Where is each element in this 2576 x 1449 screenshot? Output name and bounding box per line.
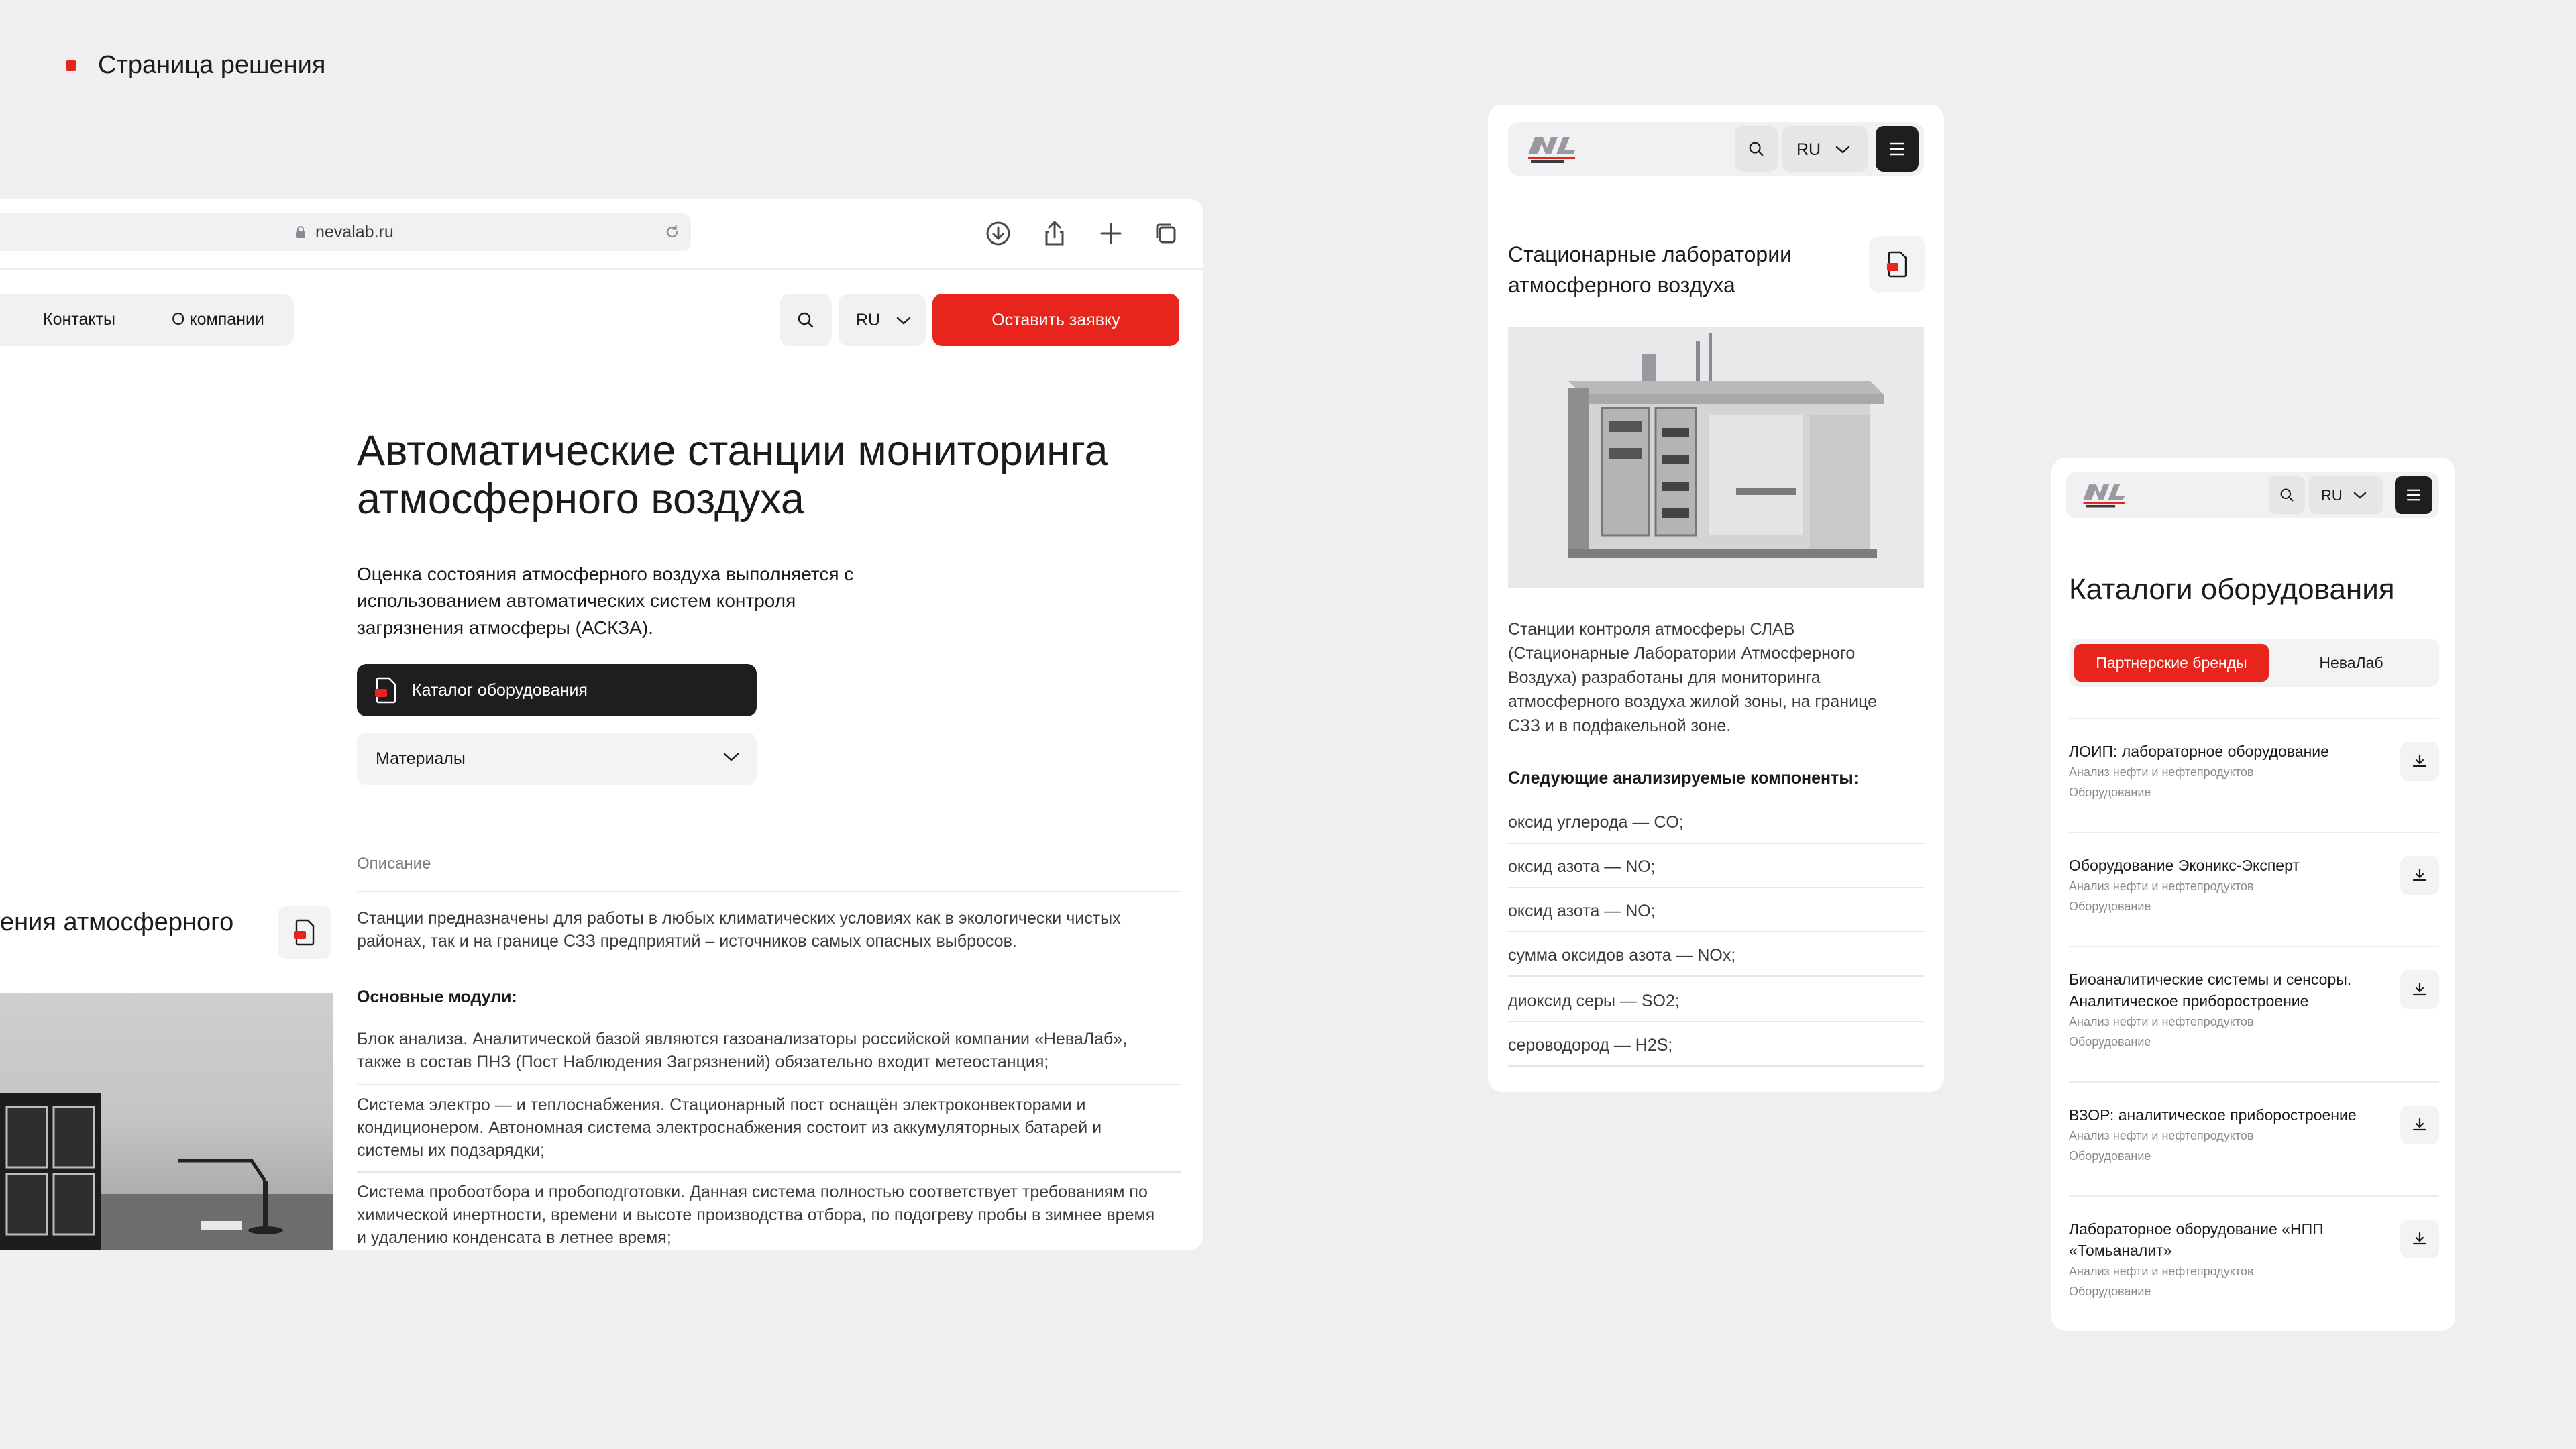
divider — [1508, 843, 1924, 844]
divider — [1508, 975, 1924, 977]
main-nav — [0, 294, 294, 346]
catalog-item-meta: Оборудование — [2069, 786, 2151, 799]
download-button[interactable] — [2400, 1220, 2439, 1258]
page-label — [66, 51, 325, 80]
divider — [1508, 1021, 1924, 1022]
catalog-item-title: Оборудование Эконикс-Эксперт — [2069, 857, 2300, 874]
download-icon[interactable] — [983, 219, 1013, 248]
description-label: Описание — [357, 855, 431, 873]
chevron-down-icon — [723, 753, 739, 762]
catalog-item-meta: Оборудование — [2069, 900, 2151, 913]
search-icon — [1748, 141, 1764, 157]
container-lab-image — [1508, 327, 1924, 588]
pdf-icon — [294, 919, 315, 946]
pdf-button[interactable] — [278, 906, 331, 959]
divider — [357, 891, 1181, 892]
desktop-window — [0, 199, 1203, 1250]
search-icon — [797, 311, 814, 329]
catalog-item-meta: Анализ нефти и нефтепродуктов — [2069, 879, 2254, 893]
download-button[interactable] — [2400, 856, 2439, 895]
download-button[interactable] — [2400, 1106, 2439, 1144]
components-title: Следующие анализируемые компоненты: — [1508, 769, 1859, 788]
search-button[interactable] — [780, 294, 832, 346]
catalog-item-meta: Оборудование — [2069, 1285, 2151, 1298]
menu-button[interactable] — [2395, 476, 2432, 514]
download-button[interactable] — [2400, 742, 2439, 781]
catalog-button[interactable] — [357, 664, 757, 716]
language-value: RU — [856, 311, 881, 329]
download-icon — [2412, 981, 2428, 998]
catalog-tabs — [2069, 639, 2439, 687]
language-value: RU — [2321, 487, 2343, 504]
catalog-button-label: Каталог оборудования — [412, 681, 588, 700]
list-item: сероводород — H2S; — [1508, 1036, 1673, 1055]
pdf-icon — [374, 677, 397, 704]
catalogs-title: Каталоги оборудования — [2069, 573, 2395, 606]
catalog-item[interactable] — [2069, 1218, 2439, 1301]
mobile-window — [2051, 458, 2455, 1331]
tablet-header — [1508, 122, 1924, 176]
bullet-icon — [66, 60, 76, 71]
nav-contacts[interactable]: Контакты — [43, 310, 115, 329]
materials-dropdown[interactable] — [357, 733, 757, 785]
list-item: оксид углерода — CO; — [1508, 813, 1684, 832]
url-text: nevalab.ru — [315, 223, 394, 241]
chevron-down-icon — [1835, 146, 1850, 154]
address-bar[interactable] — [0, 213, 691, 251]
plus-icon[interactable] — [1096, 219, 1126, 248]
divider — [2069, 1195, 2439, 1197]
page-label-text: Страница решения — [98, 51, 326, 79]
share-icon[interactable] — [1040, 219, 1069, 248]
download-icon — [2412, 867, 2428, 883]
modules-title: Основные модули: — [357, 987, 517, 1006]
language-select[interactable] — [2309, 476, 2383, 514]
search-icon — [2279, 488, 2294, 502]
module-item: Система пробоотбора и пробоподготовки. Данная система полностью соответствует требованиям по химической инертности, времени и высоте производства отбора, по подогреву пробы в зимнее время и удалению конденсата в летнее время; — [357, 1183, 1155, 1247]
description-text: Станции предназначены для работы в любых климатических условиях как в экологически чистых районах, так и на границе СЗЗ предприятий – источников самых опасных выбросов. — [357, 909, 1121, 951]
reload-icon[interactable] — [664, 224, 680, 240]
download-icon — [2412, 753, 2428, 769]
tab-partner-brands[interactable]: Партнерские бренды — [2074, 644, 2269, 682]
mobile-header — [2066, 472, 2439, 518]
download-icon — [2412, 1117, 2428, 1133]
tab-nevalab[interactable]: НеваЛаб — [2319, 654, 2383, 672]
catalog-item-meta: Оборудование — [2069, 1149, 2151, 1163]
list-item: диоксид серы — SO2; — [1508, 991, 1680, 1010]
catalog-item[interactable] — [2069, 1104, 2439, 1166]
chevron-down-icon — [2353, 492, 2367, 499]
nav-about[interactable]: О компании — [172, 310, 264, 329]
section-text: Станции контроля атмосферы СЛАВ (Стационарные Лаборатории Атмосферного Воздуха) разработаны для мониторинга атмосферного воздуха жилой зоны, на границе СЗЗ и в подфакельной зоне. — [1508, 620, 1878, 735]
search-button[interactable] — [1735, 126, 1778, 172]
pdf-button[interactable] — [1869, 236, 1925, 292]
divider — [2069, 946, 2439, 947]
nevalab-logo[interactable] — [2081, 480, 2131, 510]
download-icon — [2412, 1231, 2428, 1247]
menu-button[interactable] — [1876, 126, 1919, 172]
list-item: сумма оксидов азота — NOx; — [1508, 946, 1736, 965]
catalog-item-title: ЛОИП: лабораторное оборудование — [2069, 743, 2329, 760]
catalog-item[interactable] — [2069, 969, 2439, 1052]
catalog-item-title: ВЗОР: аналитическое приборостроение — [2069, 1106, 2357, 1124]
module-item: Система электро — и теплоснабжения. Стационарный пост оснащён электроконвекторами и кондиционером. Автономная система электроснабжения состоит из аккумуляторных батарей и системы их подзарядки; — [357, 1095, 1102, 1160]
browser-toolbar — [0, 199, 1203, 270]
catalog-item[interactable] — [2069, 741, 2439, 802]
divider — [2069, 832, 2439, 833]
language-value: RU — [1796, 140, 1821, 159]
list-item: оксид азота — NO; — [1508, 902, 1656, 920]
section-title: Стационарные лаборатории атмосферного воздуха — [1508, 242, 1792, 297]
request-button[interactable]: Оставить заявку — [932, 294, 1179, 346]
catalog-item-meta: Анализ нефти и нефтепродуктов — [2069, 1015, 2254, 1028]
tablet-window — [1488, 105, 1944, 1092]
search-button[interactable] — [2269, 476, 2305, 514]
catalog-item-meta: Анализ нефти и нефтепродуктов — [2069, 765, 2254, 779]
materials-label: Материалы — [376, 749, 466, 768]
lead-text: Оценка состояния атмосферного воздуха выполняется с использованием автоматических систем контроля загрязнения атмосферы (АСКЗА). — [357, 564, 854, 638]
tabs-icon[interactable] — [1151, 219, 1181, 248]
divider — [357, 1171, 1181, 1173]
catalog-item-meta: Оборудование — [2069, 1035, 2151, 1049]
lab-interior-illustration — [0, 993, 333, 1250]
language-select[interactable] — [839, 294, 926, 346]
catalog-item-meta: Анализ нефти и нефтепродуктов — [2069, 1129, 2254, 1142]
page-title: Автоматические станции мониторинга атмосферного воздуха — [357, 427, 1108, 523]
lab-interior-image — [0, 993, 333, 1250]
divider — [2069, 718, 2439, 719]
divider — [2069, 1081, 2439, 1083]
chevron-down-icon — [896, 317, 911, 325]
module-item: Блок анализа. Аналитической базой являются газоанализаторы российской компании «НеваЛаб», также в состав ПНЗ (Пост Наблюдения Загрязнений) обязательно входит метеостанция; — [357, 1030, 1128, 1071]
divider — [357, 1084, 1181, 1085]
download-button[interactable] — [2400, 970, 2439, 1009]
list-item: оксид азота — NO; — [1508, 857, 1656, 876]
divider — [1508, 1065, 1924, 1067]
card-title: ения атмосферного — [0, 908, 234, 936]
catalog-item-title: Лабораторное оборудование «НПП «Томьаналит» — [2069, 1220, 2324, 1259]
menu-icon — [2406, 488, 2421, 502]
nevalab-logo[interactable] — [1525, 133, 1582, 165]
language-select[interactable] — [1782, 126, 1868, 172]
catalog-item-title: Биоаналитические системы и сенсоры. Аналитическое приборостроение — [2069, 971, 2352, 1010]
pdf-icon — [1886, 251, 1908, 278]
divider — [1508, 887, 1924, 888]
catalog-item-meta: Анализ нефти и нефтепродуктов — [2069, 1265, 2254, 1278]
lock-icon — [295, 226, 306, 238]
menu-icon — [1889, 142, 1905, 156]
container-illustration — [1508, 327, 1924, 588]
divider — [1508, 931, 1924, 932]
catalog-item[interactable] — [2069, 855, 2439, 916]
